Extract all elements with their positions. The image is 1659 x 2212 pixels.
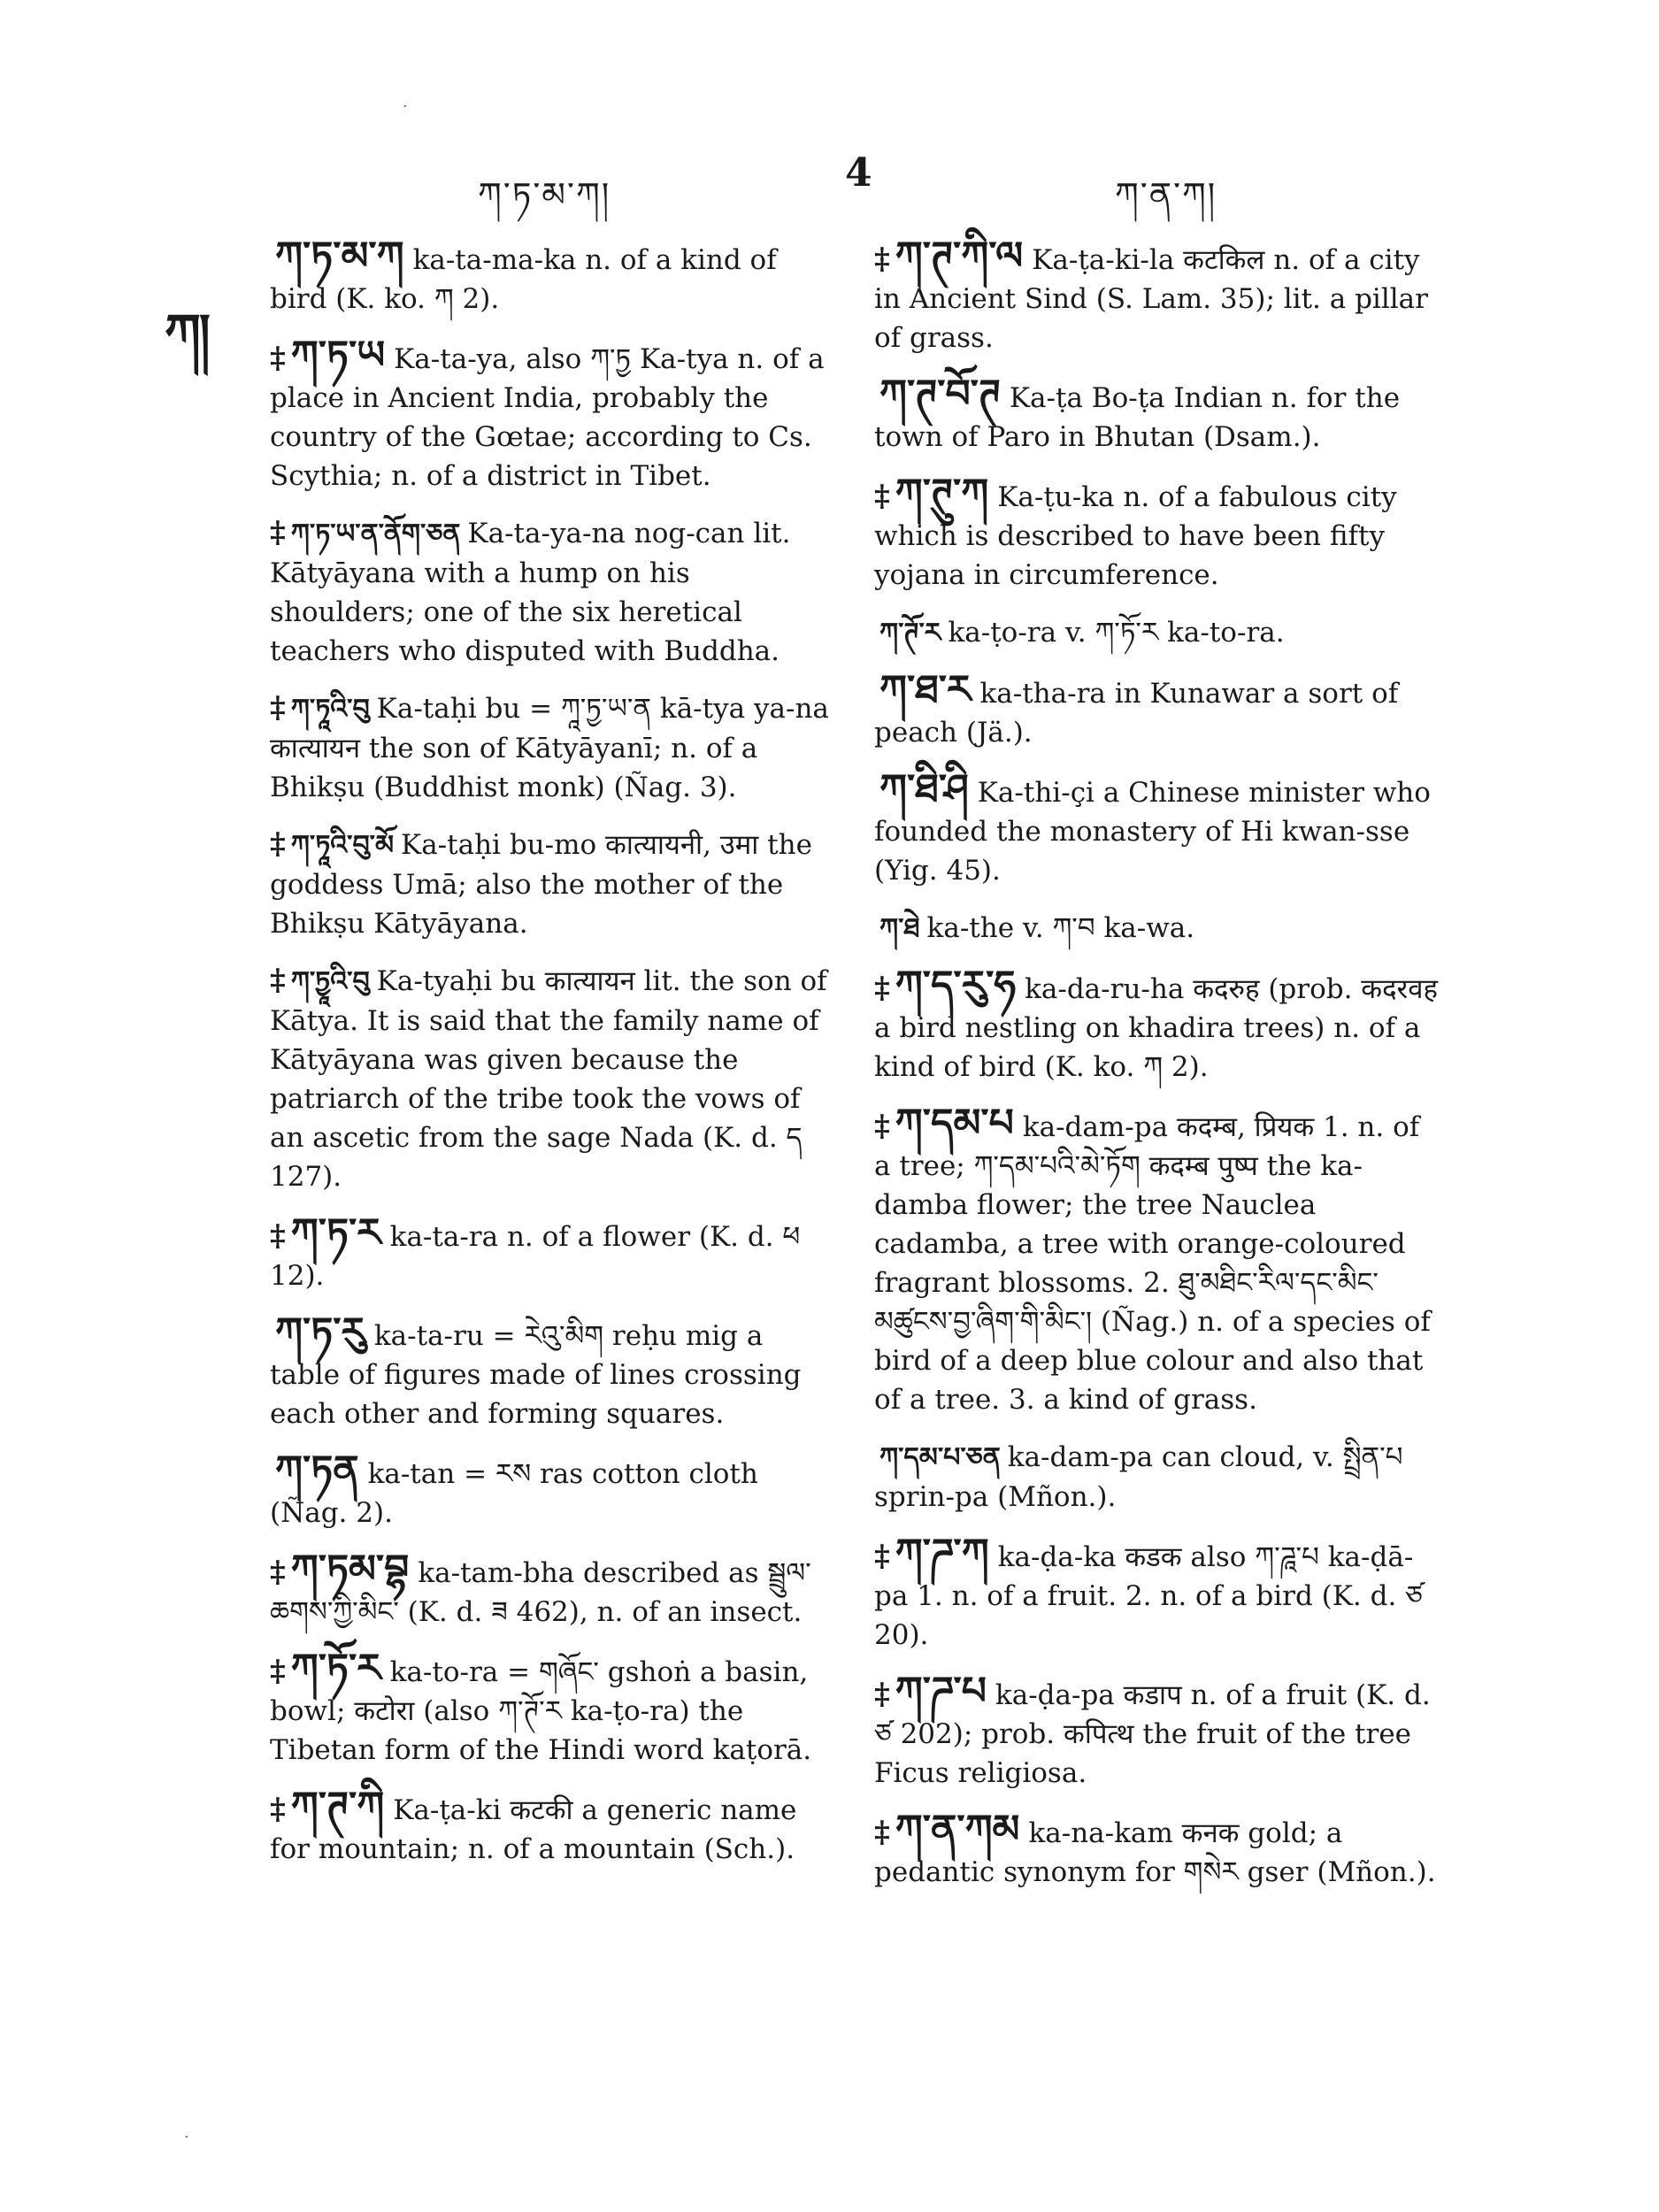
dictionary-entry [270,513,836,671]
tibetan-headword: ཀ་ཐེ [879,913,920,944]
dictionary-entry [874,372,1440,457]
entry-text: Ka-tyaḥi bu कात्यायन lit. the son of Kātya. It is said that the family name of Kātyāyana was given because the patriarch of the tribe took the vows of an ascetic from the sage Nada (K. d. ད 127). [270,965,827,1193]
tibetan-headword: ཀ་ཏམ་བྷ [290,1547,410,1592]
tibetan-headword: ཀ་ཏཱའི་བུ [290,694,370,725]
dagger-mark: ‡ [270,963,286,998]
dictionary-entry [874,963,1440,1087]
dictionary-entry [874,612,1440,653]
tibetan-headword: ཀ་ཏ་ར [290,1210,381,1256]
dagger-mark: ‡ [874,1539,890,1574]
entry-text: Ka-taḥi bu-mo कात्यायनी, उमा the goddess Umā; also the mother of the Bhikṣu Kātyāyana. [270,829,812,940]
entry-text: ka-ta-ra n. of a flower (K. d. ཕ 12). [270,1221,801,1292]
tibetan-headword: ཀ་ཏཱའི་བུ་མོ [290,830,395,861]
dagger-mark: ‡ [270,826,286,862]
entry-text: Ka-ṭa-ki-la कटकिल n. of a city in Ancient Sind (S. Lam. 35); lit. a pillar of grass. [874,244,1428,354]
dagger-mark: ‡ [874,971,890,1006]
tibetan-headword: ཀ་ཊ་བོ་ཊ [879,372,1001,417]
dictionary-entry [874,1101,1440,1419]
dagger-mark: ‡ [270,1218,286,1254]
tibetan-headword: ཀ་ཊ་ཀི [290,1784,385,1829]
entry-text: ka-dam-pa कदम्ब, प्रियक 1. n. of a tree; ཀ་དམ་པའི་མེ་ཏོག कदम्ब पुष्प the ka-damba flower; the tree Nauclea cadamba, a tree with orange-coloured fragrant blossoms. 2. ཐུ་མཐིང་རིལ་དང་མིང་མཚུངས་བྱ་ཞིག་གི་མིང་། (Ñag.) n. of a species of bird of a deep blue colour and also that of a tree. 3. a kind of grass. [874,1111,1431,1416]
dagger-mark: ‡ [270,1654,286,1689]
entry-text: ka-ta-ma-ka n. of a kind of bird (K. ko. ཀ 2). [270,244,777,315]
dictionary-entry [270,1784,836,1869]
entry-text: ka-ta-ru = རེའུ་མིག reḥu mig a table of figures made of lines crossing each other and forming squares. [270,1320,802,1430]
thumb-index-tab[interactable]: ཀ། [165,303,209,363]
entry-text: ka-ḍa-pa कडाप n. of a fruit (K. d. ཙ 202); prob. कपित्थ the fruit of the tree Ficus religiosa. [874,1679,1431,1789]
dagger-mark: ‡ [874,242,890,277]
entry-text: Ka-ta-ya, also ཀ་ཏྱ Ka-tya n. of a place in Ancient India, probably the country of the Gœtae; according to Cs. Scythia; n. of a district in Tibet. [270,343,825,492]
running-head-right: ཀ་ན་ཀ། [1115,175,1217,214]
tibetan-headword: ཀ་ཏོ་ར [290,1646,381,1691]
dictionary-entry [874,908,1440,949]
right-column [874,234,1440,1909]
entry-text: ka-da-ru-ha कदरुह (prob. कदरवह a bird nestling on khadira trees) n. of a kind of bird (K. ko. ཀ 2). [874,973,1438,1083]
entry-text: ka-to-ra = གཞོང་ gshoṅ a basin, bowl; कटोरा (also ཀ་ཊོ་ར ka-ṭo-ra) the Tibetan form of the Hindi word kaṭorā. [270,1656,812,1766]
dictionary-entry [270,333,836,495]
tibetan-headword: ཀ་ཊ་ཀི་ལ [895,234,1024,279]
tibetan-headword: ཀ་ཐ་ར [879,667,972,712]
entry-text: ka-ḍa-ka कडक also ཀ་ཌཱ་པ ka-ḍā-pa 1. n. of a fruit. 2. n. of a bird (K. d. ཙ 20). [874,1541,1423,1651]
dagger-mark: ‡ [874,1109,890,1144]
tibetan-headword: ཀ་ཏ་མ་ཀ [275,234,404,279]
dagger-mark: ‡ [874,479,890,514]
tibetan-headword: ཀ་ཊོ་ར [879,618,941,649]
dictionary-entry [874,667,1440,752]
entry-text: Ka-thi-çi a Chinese minister who founded the monastery of Hi kwan-sse (Yig. 45). [874,777,1431,887]
running-head-left: ཀ་ཏ་མ་ཀ། [478,175,611,214]
dictionary-entry [270,1210,836,1295]
tibetan-headword: ཀ་ཏན [275,1448,359,1493]
tibetan-headword: ཀ་ཊུ་ཀ [895,471,989,516]
entry-text: ka-tan = རས ras cotton cloth (Ñag. 2). [270,1458,758,1529]
entry-text: ka-ṭo-ra v. ཀ་ཏོ་ར ka-to-ra. [948,617,1285,649]
dictionary-entry [874,1669,1440,1793]
tibetan-headword: ཀ་ཌ་པ [895,1669,987,1714]
tibetan-headword: ཀ་ཌ་ཀ [895,1531,989,1576]
entry-text: Ka-taḥi bu = ཀཱ་ཏྱ་ཡ་ན kā-tya ya-na कात्यायन the son of Kātyāyanī; n. of a Bhikṣu (Buddhist monk) (Ñag. 3). [270,693,829,803]
tibetan-headword: ཀ་ཏ་རུ [275,1310,365,1355]
entry-text: ka-tha-ra in Kunawar a sort of peach (Jä.). [874,678,1399,749]
dictionary-entry [874,1437,1440,1517]
left-column [270,234,836,1886]
entry-text: Ka-ṭa Bo-ṭa Indian n. for the town of Paro in Bhutan (Dsam.). [874,382,1401,453]
entry-text: Ka-ṭu-ka n. of a fabulous city which is described to have been fifty yojana in circumference. [874,481,1397,591]
dagger-mark: ‡ [270,341,286,376]
dictionary-entry [874,766,1440,890]
dictionary-entry [874,1807,1440,1892]
dictionary-entry [270,825,836,943]
entry-text: ka-tam-bha described as སྦྲུལ་ཆགས་ཀྱི་མིང་ (K. d. ཟ 462), n. of an insect. [270,1557,811,1628]
dagger-mark: ‡ [270,1555,286,1590]
tibetan-headword: ཀ་ད་རུ་ཧ [895,963,1017,1008]
entry-text: Ka-ta-ya-na nog-can lit. Kātyāyana with a hump on his shoulders; one of the six heretical teachers who disputed with Buddha. [270,518,791,667]
page-number: 4 [845,150,874,196]
tibetan-headword: ཀ་ཐི་ཤི [879,766,969,811]
tibetan-headword: ཀ་དམ་པ་ཅན [879,1442,1001,1473]
dictionary-entry [270,1310,836,1433]
dictionary-entry [270,234,836,319]
dagger-mark: ‡ [270,690,286,726]
dictionary-entry [270,1448,836,1532]
dictionary-entry [270,1646,836,1770]
entry-text: Ka-ṭa-ki कटकी a generic name for mountain; n. of a mountain (Sch.). [270,1794,797,1865]
tibetan-headword: ཀ་ན་ཀམ [895,1807,1020,1852]
scan-speck: · [403,97,408,116]
entry-text: ka-the v. ཀ་བ ka-wa. [926,912,1195,944]
tibetan-headword: ཀ་ཏ་ཡ་ན་ནོག་ཅན [290,518,461,549]
dictionary-entry [270,688,836,807]
entry-text: ka-na-kam कनक gold; a pedantic synonym for གསེར gser (Mñon.). [874,1817,1436,1888]
entry-text: ka-dam-pa can cloud, v. སྤྲིན་པ sprin-pa (Mñon.). [874,1441,1403,1513]
dictionary-entry [270,1547,836,1632]
dagger-mark: ‡ [270,1792,286,1827]
dagger-mark: ‡ [270,515,286,550]
dictionary-entry [270,961,836,1196]
dagger-mark: ‡ [874,1677,890,1712]
tibetan-headword: ཀ་ཏྱཱའི་བུ [290,966,370,997]
tibetan-headword: ཀ་དམ་པ [895,1101,1014,1146]
dictionary-entry [874,1531,1440,1655]
dictionary-entry [874,234,1440,357]
dagger-mark: ‡ [874,1815,890,1850]
tibetan-headword: ཀ་ཏ་ཡ [290,333,386,378]
scan-speck: · [184,2128,189,2147]
dictionary-entry [874,471,1440,595]
